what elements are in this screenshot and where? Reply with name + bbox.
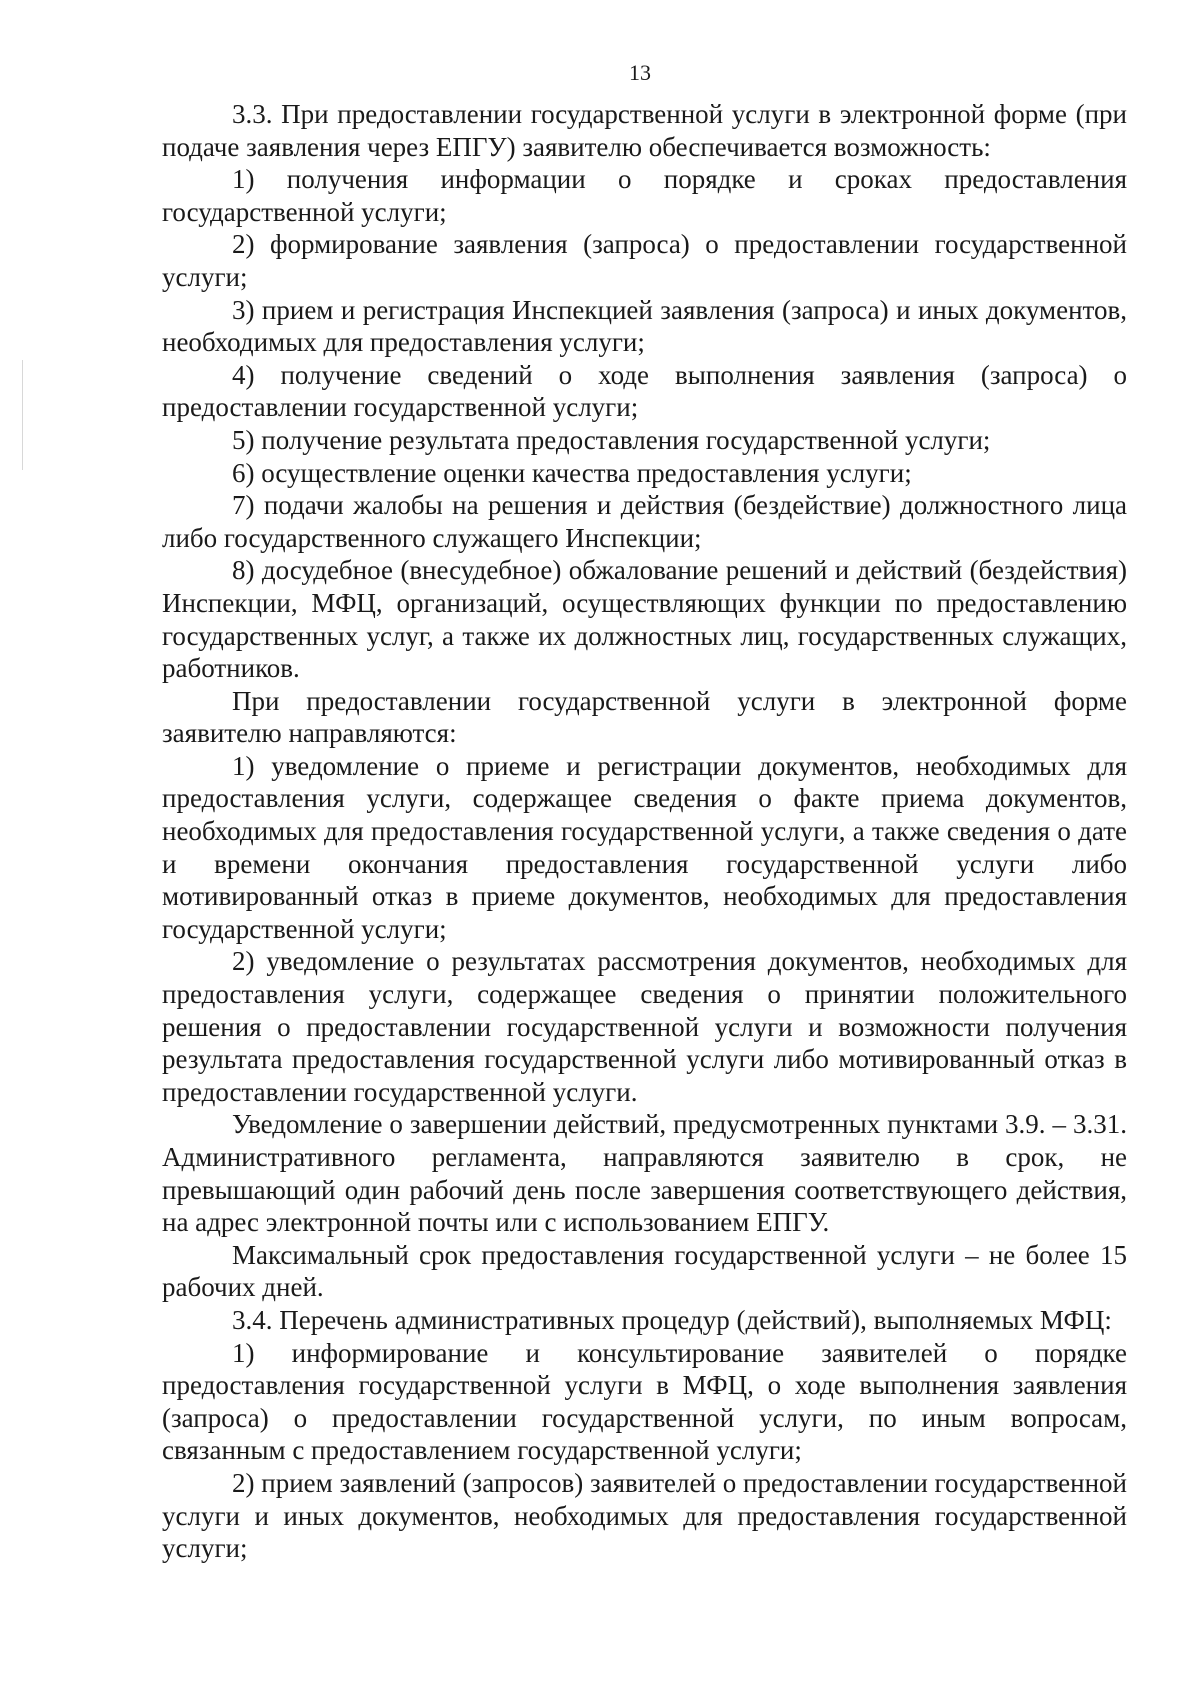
notification-item-1-receipt: 1) уведомление о приеме и регистрации документов, необходимых для предоставления услуги, содержащее сведения о факте приема документов, необходимых для предоставления государственной услуги, а также сведения о дате и времени окончания предоставления государственной услуги либо мотивированный отказ в приеме документов, необходимых для предоставления государственной услуги; xyxy=(162,750,1127,944)
list-item-8-pretrial-appeal: 8) досудебное (внесудебное) обжалование решений и действий (бездействия) Инспекции, МФЦ, организаций, осуществляющих функции по предоставлению государственных услуг, а также их должностных лиц, государственных служащих, работников. xyxy=(162,555,1127,684)
list-item-1-information: 1) получения информации о порядке и сроках предоставления государственной услуги; xyxy=(162,164,1127,227)
list-item-5-result: 5) получение результата предоставления государственной услуги; xyxy=(232,424,991,455)
list-item-4-status-info: 4) получение сведений о ходе выполнения заявления (запроса) о предоставлении государственной услуги; xyxy=(162,359,1127,423)
mfc-item-2-reception: 2) прием заявлений (запросов) заявителей о предоставлении государственной услуги и иных документов, необходимых для предоставления государственной услуги; xyxy=(162,1467,1127,1564)
scan-margin-mark xyxy=(22,360,23,470)
list-item-2-application-form: 2) формирование заявления (запроса) о предоставлении государственной услуги; xyxy=(162,229,1127,292)
mfc-item-1-consulting: 1) информирование и консультирование заявителей о порядке предоставления государственной услуги в МФЦ, о ходе выполнения заявления (запроса) о предоставлении государственной услуги, по иным вопросам, связанным с предоставлением государственной услуги; xyxy=(162,1337,1127,1466)
list-item-6-quality-assessment: 6) осуществление оценки качества предоставления услуги; xyxy=(232,457,912,488)
notification-item-2-results: 2) уведомление о результатах рассмотрения документов, необходимых для предоставления услуги, содержащее сведения о принятии положительного решения о предоставлении государственной услуги и возможности получения результата предоставления государственной услуги либо мотивированный отказ в предоставлении государственной услуги. xyxy=(162,946,1127,1107)
list-item-7-complaint: 7) подачи жалобы на решения и действия (бездействие) должностного лица либо государственного служащего Инспекции; xyxy=(162,490,1127,553)
paragraph-notifications-intro: При предоставлении государственной услуги в электронной форме заявителю направляются: xyxy=(162,685,1127,749)
page-number: 13 xyxy=(629,60,651,85)
paragraph-3-3-intro: 3.3. При предоставлении государственной услуги в электронной форме (при подаче заявления через ЕПГУ) заявителю обеспечивается возможность: xyxy=(162,99,1127,162)
paragraph-max-term: Максимальный срок предоставления государственной услуги – не более 15 рабочих дней. xyxy=(162,1239,1127,1303)
document-body xyxy=(162,98,1127,1565)
list-item-3-registration: 3) прием и регистрация Инспекцией заявления (запроса) и иных документов, необходимых для предоставления услуги; xyxy=(162,294,1127,358)
paragraph-3-4-intro: 3.4. Перечень административных процедур (действий), выполняемых МФЦ: xyxy=(232,1304,1112,1335)
paragraph-completion-notice: Уведомление о завершении действий, предусмотренных пунктами 3.9. – 3.31. Административного регламента, направляются заявителю в срок, не превышающий один рабочий день после завершения соответствующего действия, на адрес электронной почты или с использованием ЕПГУ. xyxy=(162,1109,1127,1238)
